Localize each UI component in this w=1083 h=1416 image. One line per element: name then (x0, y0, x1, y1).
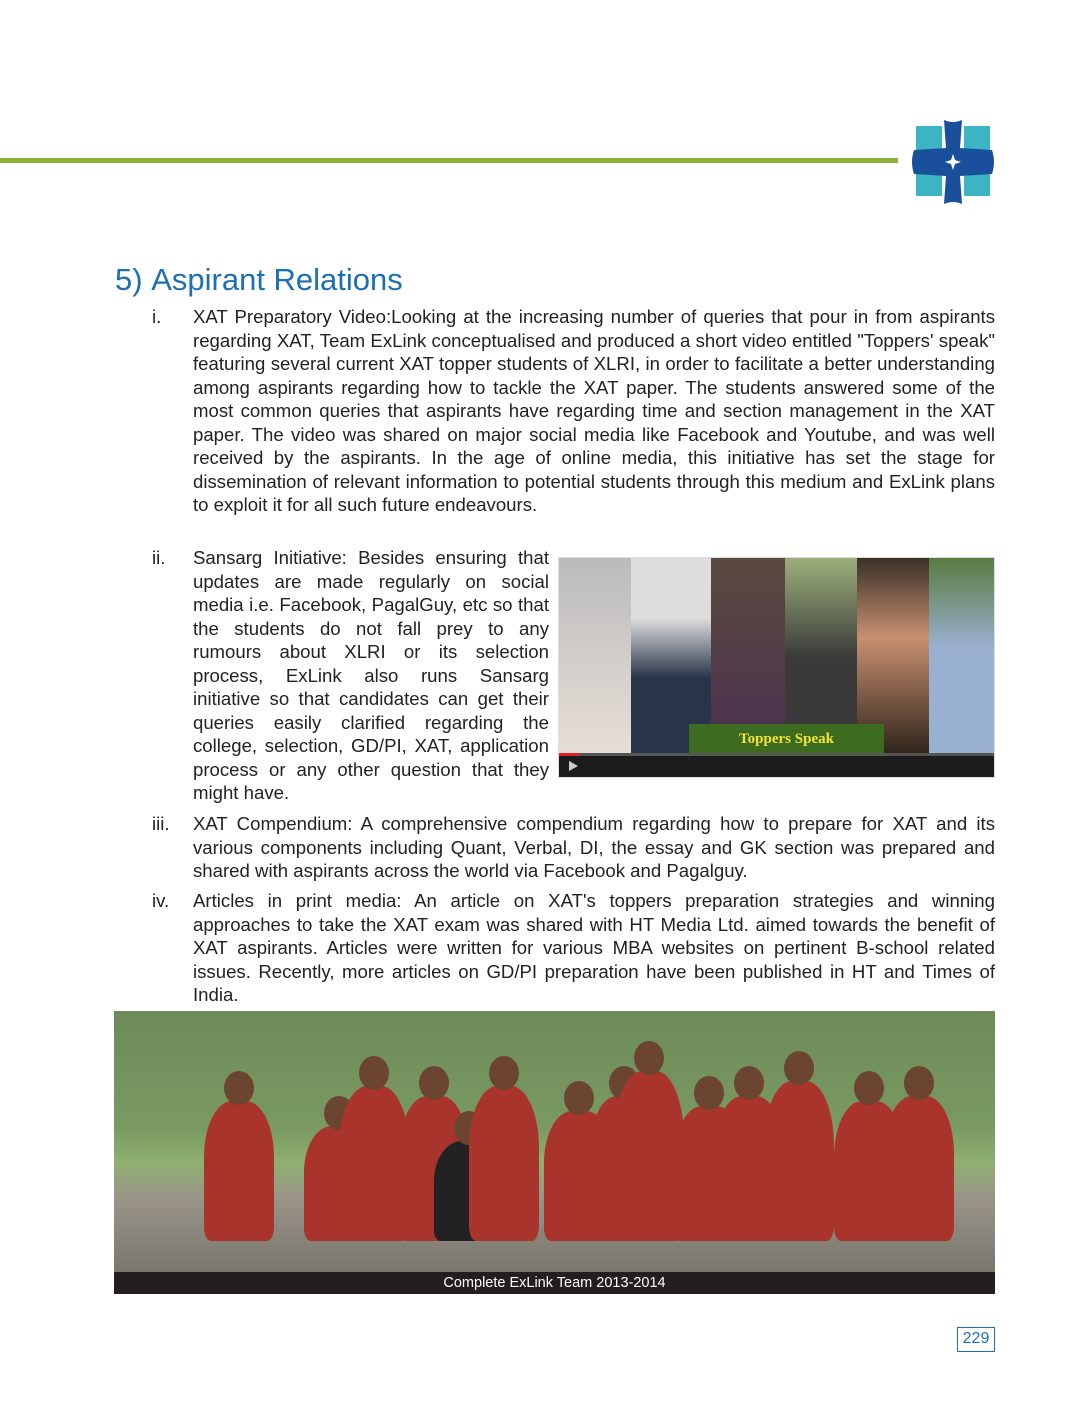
team-member (204, 1101, 274, 1241)
item-text: Sansarg Initiative: Besides ensuring that updates are made regularly on social media i.e. Facebook, PagalGuy, etc so that the students do not fall prey to any rumours about XLRI or its selection process, ExLink also runs Sansarg initiative so that candidates can get their queries easily clarified regarding the college, selection, GD/PI, XAT, application process or any other question that they might have. (193, 547, 549, 803)
item-number: iii. (152, 813, 170, 834)
photo-caption: Complete ExLink Team 2013-2014 (114, 1272, 995, 1294)
team-member-head (634, 1041, 664, 1075)
team-member-head (564, 1081, 594, 1115)
video-controls[interactable] (559, 756, 994, 777)
item-number: ii. (152, 547, 166, 568)
play-icon[interactable] (569, 761, 578, 771)
item-text: XAT Preparatory Video:Looking at the increasing number of queries that pour in from aspirants regarding XAT, Team ExLink conceptualised and produced a short video entitled "Toppers' speak" featuring several current XAT topper students of XLRI, in order to facilitate a better understanding among aspirants regarding how to tackle the XAT paper. The students answered some of the most common queries that aspirants have regarding time and section management in the XAT paper. The video was shared on major social media like Facebook and Youtube, and was well received by the aspirants. In the age of online media, this initiative has set the stage for dissemination of relevant information to potential students through this medium and ExLink plans to exploit it for all such future endeavours. (193, 306, 995, 515)
team-member-head (854, 1071, 884, 1105)
team-member (469, 1086, 539, 1241)
team-photo (114, 1011, 995, 1272)
team-member-head (489, 1056, 519, 1090)
video-title-badge: Toppers Speak (689, 724, 884, 754)
team-member-head (419, 1066, 449, 1100)
team-member-head (694, 1076, 724, 1110)
team-member-head (359, 1056, 389, 1090)
section-title: 5) Aspirant Relations (115, 262, 403, 297)
team-member (764, 1081, 834, 1241)
xlri-logo-icon (908, 118, 998, 206)
header-rule (0, 158, 898, 163)
toppers-speak-video[interactable] (558, 557, 995, 778)
team-member-head (224, 1071, 254, 1105)
item-number: i. (152, 306, 162, 327)
team-member-head (904, 1066, 934, 1100)
item-number: iv. (152, 890, 170, 911)
item-text: XAT Compendium: A comprehensive compendium regarding how to prepare for XAT and its various components including Quant, Verbal, DI, the essay and GK section was prepared and shared with aspirants across the world via Facebook and Pagalguy. (193, 813, 995, 881)
item-text: Articles in print media: An article on XAT's toppers preparation strategies and winning approaches to take the XAT exam was shared with HT Media Ltd. aimed towards the benefit of XAT aspirants. Articles were written for various MBA websites on pertinent B-school related issues. Recently, more articles on GD/PI preparation have been published in HT and Times of India. (193, 890, 995, 1005)
team-member (884, 1096, 954, 1241)
team-member-head (784, 1051, 814, 1085)
page-number: 229 (957, 1327, 995, 1352)
team-member-head (734, 1066, 764, 1100)
